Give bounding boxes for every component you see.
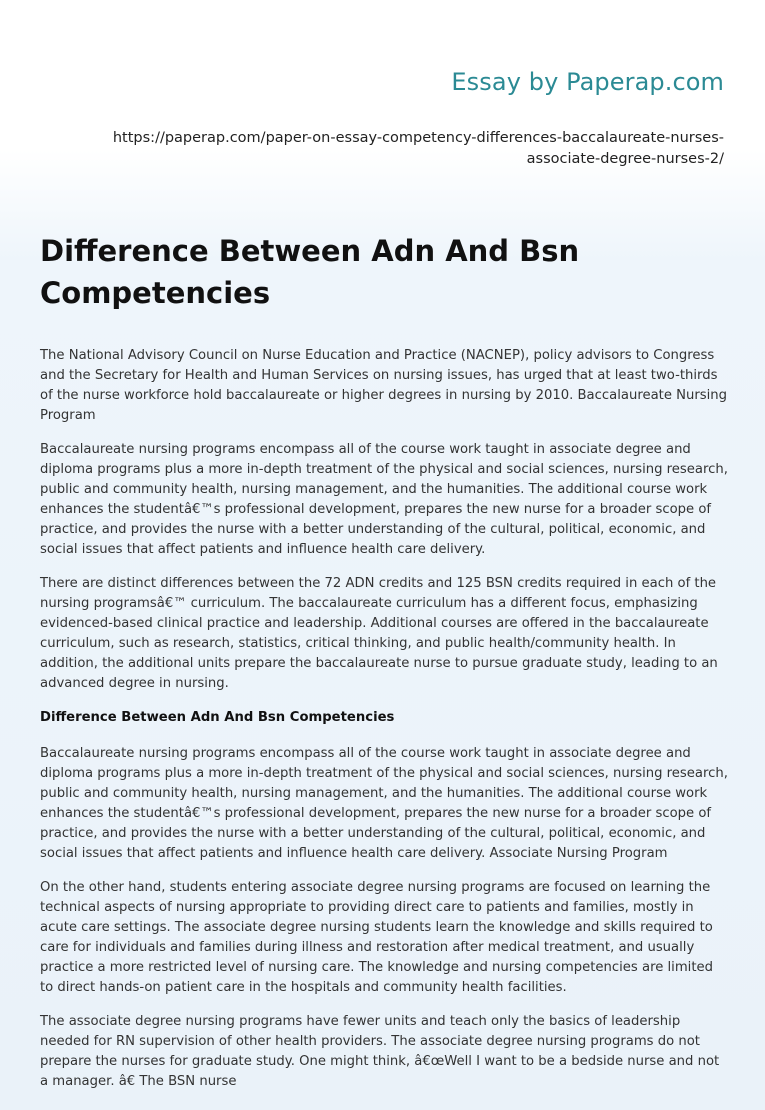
page-title-line-2: Competencies (40, 276, 271, 310)
section-subheading: Difference Between Adn And Bsn Competencies (40, 710, 395, 725)
paragraph-2: Baccalaureate nursing programs encompass all of the course work taught in associate degree and diploma programs plus a more in-depth treatment of the physical and social sciences, nursing research, public and community health, nursing management, and the humanities. The additional course work enhances the studentâ€™s professional development, prepares the new nurse for a broader scope of practice, and provides the nurse with a better understanding of the cultural, political, economic, and social issues that affect patients and influence health care delivery. (40, 442, 728, 557)
paragraph-3: There are distinct differences between the 72 ADN credits and 125 BSN credits required in each of the nursing programsâ€™ curriculum. The baccalaureate curriculum has a different focus, emphasizing evidenced-based clinical practice and leadership. Additional courses are offered in the baccalaureate curriculum, such as research, statistics, critical thinking, and public health/community health. In addition, the additional units prepare the baccalaureate nurse to pursue graduate study, leading to an advanced degree in nursing. (40, 576, 718, 691)
page-title-line-1: Difference Between Adn And Bsn (40, 234, 580, 268)
source-url[interactable] (64, 128, 724, 170)
source-url-line-1: https://paperap.com/paper-on-essay-competency-differences-baccalaureate-nurses- (112, 130, 724, 146)
page-title (40, 230, 725, 314)
paragraph-1: The National Advisory Council on Nurse Education and Practice (NACNEP), policy advisors to Congress and the Secretary for Health and Human Services on nursing issues, has urged that at least two-thirds of the nurse workforce hold baccalaureate or higher degrees in nursing by 2010. Baccalaureate Nursing Program (40, 348, 728, 423)
paragraph-5: On the other hand, students entering associate degree nursing programs are focused on learning the technical aspects of nursing appropriate to providing direct care to patients and families, mostly in acute care settings. The associate degree nursing students learn the knowledge and skills required to care for individuals and families during illness and restoration after medical treatment, and usually practice a more restricted level of nursing care. The knowledge and nursing competencies are limited to direct hands-on patient care in the hospitals and community health facilities. (40, 880, 713, 995)
paragraph-4: Baccalaureate nursing programs encompass all of the course work taught in associate degree and diploma programs plus a more in-depth treatment of the physical and social sciences, nursing research, public and community health, nursing management, and the humanities. The additional course work enhances the studentâ€™s professional development, prepares the new nurse for a broader scope of practice, and provides the nurse with a better understanding of the cultural, political, economic, and social issues that affect patients and influence health care delivery. Associate Nursing Program (40, 746, 728, 861)
site-brand[interactable]: Essay by Paperap.com (451, 68, 724, 96)
article-body (40, 346, 728, 1106)
source-url-line-2: associate-degree-nurses-2/ (526, 151, 724, 167)
paragraph-6: The associate degree nursing programs have fewer units and teach only the basics of leadership needed for RN supervision of other health providers. The associate degree nursing programs do not prepare the nurses for graduate study. One might think, â€œWell I want to be a bedside nurse and not a manager. â€ The BSN nurse (40, 1014, 720, 1089)
